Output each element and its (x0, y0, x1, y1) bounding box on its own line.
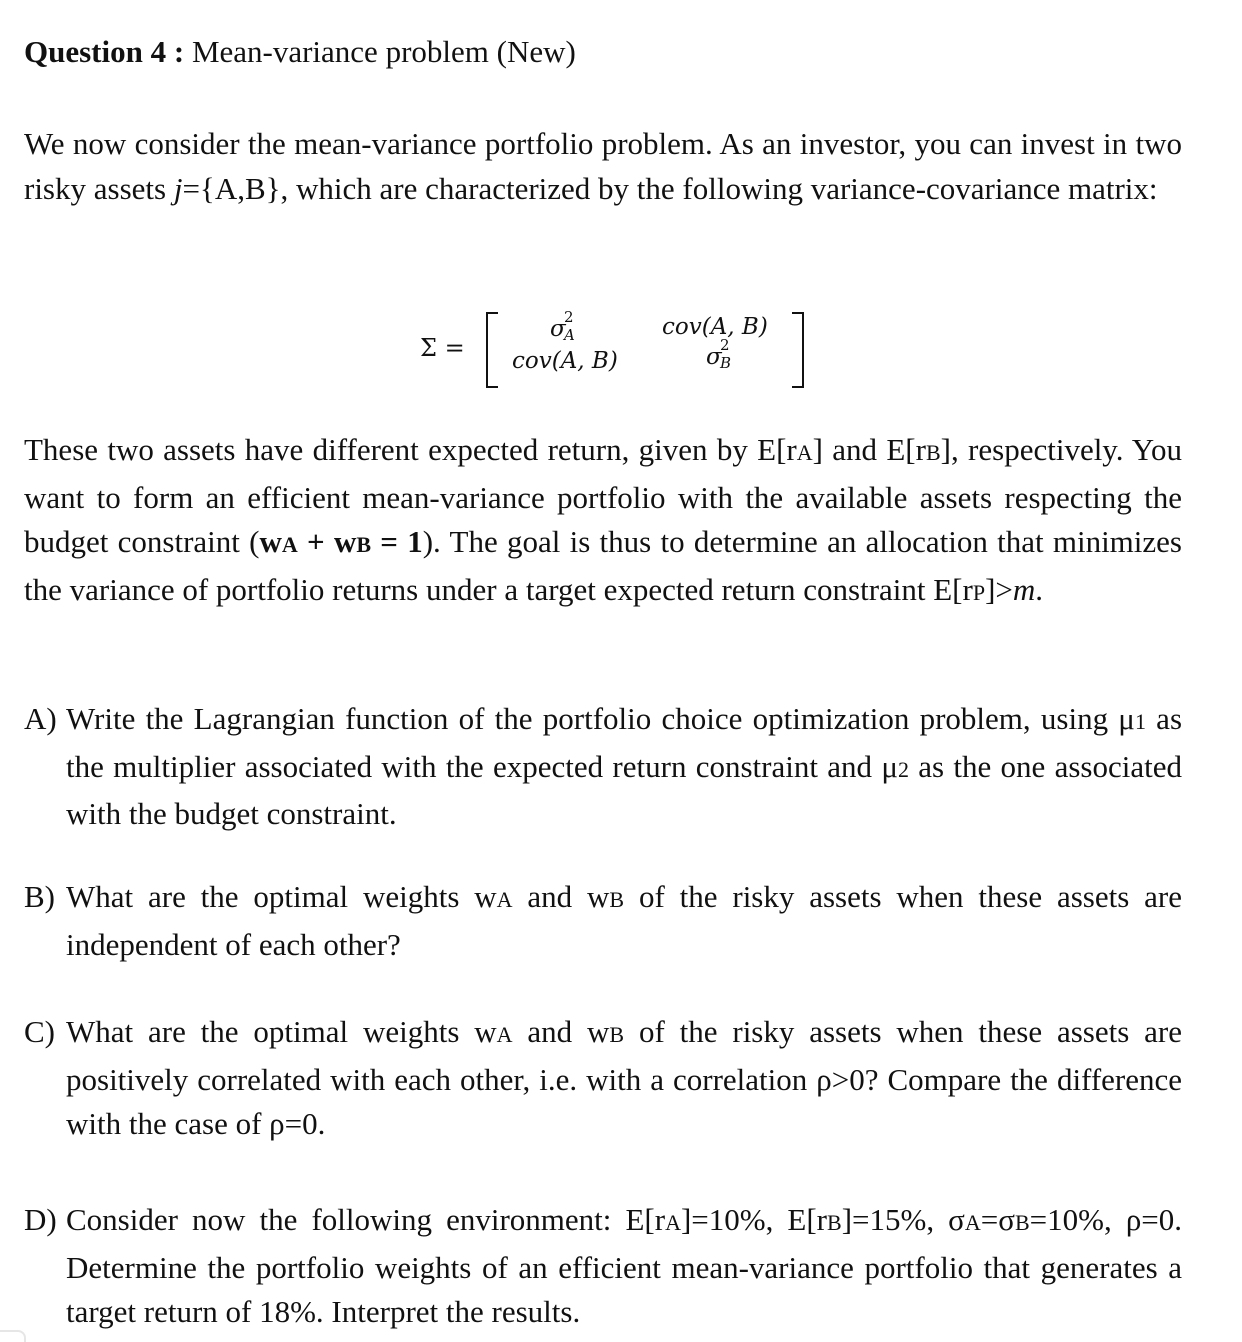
matrix-right-bracket (792, 312, 804, 388)
description-paragraph: These two assets have different expected return, given by E[rA] and E[rB], respectively. You want to form an efficient mean-variance portfolio with the available assets respecting the budget constraint (wA + wB = 1). The goal is thus to determine an allocation that minimizes the variance of portfolio returns under a target expected return constraint E[rP]>m. (24, 432, 1182, 607)
question-number: Question 4 : (24, 34, 185, 69)
matrix-cell-21: cov(A, B) (512, 348, 618, 374)
question-c (24, 1010, 1182, 1147)
question-a-text: Write the Lagrangian function of the portfolio choice optimization problem, using μ1 as the multiplier associated with the expected return constraint and μ2 as the one associated with the budget constraint. (66, 701, 1183, 831)
matrix-cell-11: σ 2 A (550, 308, 575, 344)
question-c-label: C) (24, 1014, 55, 1049)
var-j: j (173, 170, 183, 206)
question-d-text: Consider now the following environment: E[rA]=10%, E[rB]=15%, σA=σB=10%, ρ=0. Determine the portfolio weights of an efficient mean-variance portfolio that generates a target return of 18%. Interpret the results. (66, 1202, 1183, 1329)
question-title: Mean-variance problem (New) (184, 34, 576, 69)
question-d-label: D) (24, 1202, 57, 1237)
question-a-label: A) (24, 701, 57, 736)
question-b-text: What are the optimal weights wA and wB of the risky assets when these assets are independent of each other? (66, 879, 1182, 962)
covariance-matrix (420, 308, 840, 388)
matrix-cell-12: cov(A, B) (662, 314, 768, 340)
page-corner-decoration (0, 1330, 26, 1342)
intro-paragraph: We now consider the mean-variance portfolio problem. As an investor, you can invest in two risky assets j={A,B}, which are characterized by the following variance-covariance matrix: (24, 126, 1182, 206)
question-a (24, 697, 1182, 837)
budget-constraint: wA + wB = 1 (259, 524, 423, 559)
question-b (24, 875, 1182, 967)
question-d (24, 1198, 1182, 1335)
question-c-text: What are the optimal weights wA and wB of the risky assets when these assets are positively correlated with each other, i.e. with a correlation ρ>0? Compare the difference with the case of ρ=0. (66, 1014, 1182, 1141)
matrix-cell-22: σ 2 B (706, 336, 732, 372)
matrix-lhs: Σ = (420, 334, 465, 362)
question-b-label: B) (24, 879, 55, 914)
question-heading (24, 28, 576, 76)
matrix-left-bracket (486, 312, 498, 388)
